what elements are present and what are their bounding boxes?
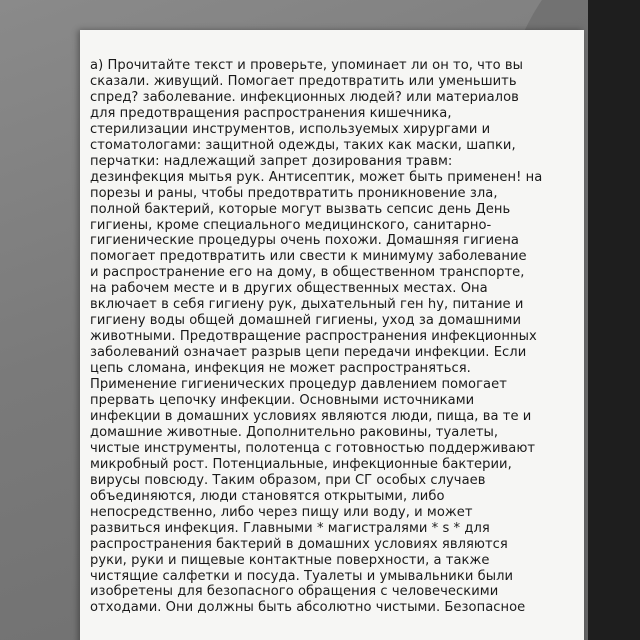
text-page	[80, 30, 584, 640]
text-line: непосредственно, либо через пищу или воду, и может	[90, 504, 473, 520]
text-line: помогает предотвратить или свести к минимуму заболевание	[90, 249, 527, 265]
text-line: животными. Предотвращение распространения инфекционных	[90, 329, 537, 345]
text-line: развиться инфекция. Главными * магистралями * s * для	[90, 520, 490, 536]
text-line: инфекции в домашних условиях являются люди, пища, ва те и	[90, 408, 532, 424]
text-line: Применение гигиенических процедур давлением помогает	[90, 377, 507, 393]
text-line: вирусы повсюду. Таким образом, при СГ особых случаев	[90, 472, 486, 488]
text-line: микробный рост. Потенциальные, инфекционные бактерии,	[90, 456, 512, 472]
text-line: отходами. Они должны быть абсолютно чистыми. Безопасное	[90, 600, 526, 616]
text-line: распространения бактерий в домашних условиях являются	[90, 536, 508, 552]
text-line: руки, руки и пищевые контактные поверхности, а также	[90, 552, 490, 568]
text-line: гигиену воды общей домашней гигиены, уход за домашними	[90, 313, 522, 329]
text-line: цепь сломана, инфекция не может распространяться.	[90, 361, 471, 377]
text-line: домашние животные. Дополнительно раковины, туалеты,	[90, 424, 499, 440]
text-line: чистые инструменты, полотенца с готовностью поддерживают	[90, 440, 536, 456]
text-line: прервать цепочку инфекции. Основными источниками	[90, 393, 475, 409]
text-line: дезинфекция мытья рук. Антисептик, может быть применен! на	[90, 169, 543, 185]
text-line: для предотвращения распространения кишечника,	[90, 105, 452, 121]
text-line: а) Прочитайте текст и проверьте, упоминает ли он то, что вы	[90, 58, 524, 73]
text-line: чистящие салфетки и посуда. Туалеты и умывальники были	[90, 568, 514, 584]
text-line: и распространение его на дому, в общественном транспорте,	[90, 265, 525, 281]
text-line: изобретены для безопасного обращения с человеческими	[90, 584, 499, 600]
text-line: порезы и раны, чтобы предотвратить проникновение зла,	[90, 185, 498, 201]
text-line: гигиены, кроме специального медицинского, санитарно-	[90, 217, 492, 233]
document-body	[90, 58, 578, 616]
text-line: стоматологами: защитной одежды, таких как маски, шапки,	[90, 137, 516, 153]
text-line: стерилизации инструментов, используемых хирургами и	[90, 121, 491, 137]
text-line: перчатки: надлежащий запрет дозирования травм:	[90, 153, 453, 169]
text-line: включает в себя гигиену рук, дыхательный ген hy, питание и	[90, 297, 524, 313]
text-line: гигиенические процедуры очень похожи. Домашняя гигиена	[90, 233, 519, 249]
text-line: заболеваний означает разрыв цепи передачи инфекции. Если	[90, 345, 527, 361]
text-line: сказали. живущий. Помогает предотвратить или уменьшить	[90, 73, 517, 89]
text-line: полной бактерий, которые могут вызвать сепсис день День	[90, 201, 511, 217]
text-line: на рабочем месте и в других общественных местах. Она	[90, 281, 488, 297]
text-line: спред? заболевание. инфекционных людей? или материалов	[90, 89, 519, 105]
text-line: объединяются, люди становятся открытыми, либо	[90, 488, 445, 504]
